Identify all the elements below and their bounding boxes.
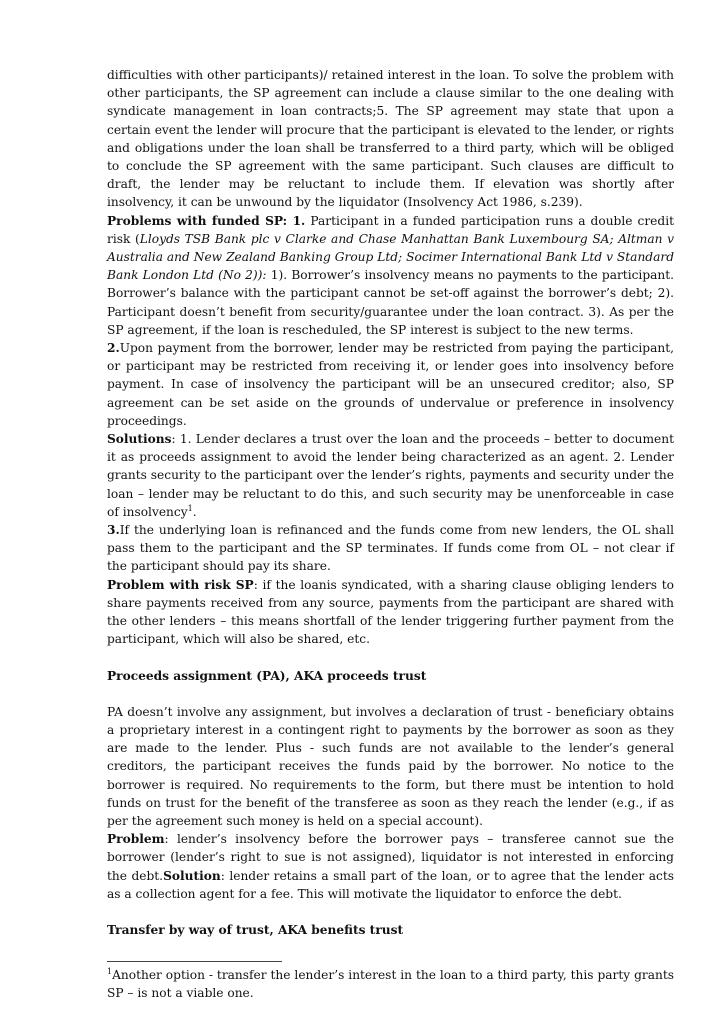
footnote-mark: 1 xyxy=(107,967,113,977)
paragraph-problem-risk-sp: Problem with risk SP: if the loanis syndicated, with a sharing clause obliging lenders to share payments received from any source, payments from the participant are shared with the other lenders – this means shortfall of the lender triggering further payment from the participant, which will also be shared, etc. xyxy=(107,577,674,647)
label-problems-funded-sp: Problems with funded SP xyxy=(107,213,283,228)
heading-benefits-trust: Transfer by way of trust, AKA benefits trust xyxy=(107,922,404,937)
paragraph-solutions: Solutions: 1. Lender declares a trust over the loan and the proceeds – better to document it as proceeds assignment to avoid the lender being characterized as an agent. 2. Lender grants security to the participant over the lender’s rights, payments and security under the loan – lender may be reluctant to do this, and such security may be unenforceable in case of insolvency$^1$. xyxy=(107,432,674,519)
item-number: 2. xyxy=(107,341,120,356)
paragraph-problems-funded-sp: Problems with funded SP: 1. Participant in a funded participation runs a double credit risk (Lloyds TSB Bank plc v Clarke and Chase Manhattan Bank Luxembourg SA; Altman v Australia and New Zealand Banking Group Ltd; Socimer International Bank Ltd v Standard Bank London Ltd (No 2)): 1). Borrower’s insolvency means no payments to the participant. Borrower’s balance with the participant cannot be set-off against the borrower’s debt; 2). Participant doesn’t benefit from security/guarantee under the loan contract. 3). As per the SP agreement, if the loan is rescheduled, the SP interest is subject to the new terms. xyxy=(107,213,675,337)
label-problem: Problem xyxy=(107,832,165,847)
footnote-reference: 1 xyxy=(187,503,193,513)
label-solution: Solution xyxy=(163,868,221,883)
item-number: 3. xyxy=(107,523,120,538)
footnote: $^1$Another option - transfer the lender’s interest in the loan to a third party, this party grants SP – is not a viable one. xyxy=(107,967,674,1001)
paragraph-pa-description: PA doesn’t involve any assignment, but involves a declaration of trust - beneficiary obtains a proprietary interest in a contingent right to payments by the borrower as soon as they are made to the lender. Plus - such funds are not available to the lender’s general creditors, the participant receives the funds paid by the borrower. No notice to the borrower is required. No requirements to the form, but there must be intention to hold funds on trust for the benefit of the transferee as soon as they reach the lender (e.g., if as per the agreement such money is held on a special account). xyxy=(107,704,674,828)
label-problem-risk-sp: Problem with risk SP xyxy=(107,577,254,592)
case-citations: Lloyds TSB Bank plc v Clarke and Chase Manhattan Bank Luxembourg SA; Altman v Australia and New Zealand Banking Group Ltd; Socimer International Bank Ltd v Standard Bank London Ltd (No 2)): xyxy=(107,231,674,283)
label-solutions: Solutions xyxy=(107,432,172,447)
document-page xyxy=(107,66,674,1002)
paragraph-sp-agreement: difficulties with other participants)/ retained interest in the loan. To solve the problem with other participants, the SP agreement can include a clause similar to the one dealing with syndicate management in loan contracts;5. The SP agreement may state that upon a certain event the lender will procure that the participant is elevated to the lender, or rights and obligations under the loan shall be transferred to a third party, which will be obliged to conclude the SP agreement with the same participant. Such clauses are difficult to draft, the lender may be reluctant to include them. If elevation was shortly after insolvency, it can be unwound by the liquidator (Insolvency Act 1986, s.239). xyxy=(107,68,674,210)
heading-proceeds-assignment: Proceeds assignment (PA), AKA proceeds trust xyxy=(107,668,427,683)
paragraph-refinance: 3.If the underlying loan is refinanced and the funds come from new lenders, the OL shall pass them to the participant and the SP terminates. If funds come from OL – not clear if the participant should pay its share. xyxy=(107,523,674,574)
paragraph-payment-restriction: 2.Upon payment from the borrower, lender may be restricted from paying the participant, or participant may be restricted from receiving it, or lender goes into insolvency before payment. In case of insolvency the participant will be an unsecured creditor; also, SP agreement can be set aside on the grounds of undervalue or preference in insolvency proceedings. xyxy=(107,341,674,428)
paragraph-problem-solution: Problem: lender’s insolvency before the borrower pays – transferee cannot sue the borrower (lender’s right to sue is not assigned), liquidator is not interested in enforcing the debt.Solution: lender retains a small part of the loan, or to agree that the lender acts as a collection agent for a fee. This will motivate the liquidator to enforce the debt. xyxy=(107,832,674,901)
item-number: 1. xyxy=(292,213,306,228)
footnote-divider xyxy=(107,961,282,962)
